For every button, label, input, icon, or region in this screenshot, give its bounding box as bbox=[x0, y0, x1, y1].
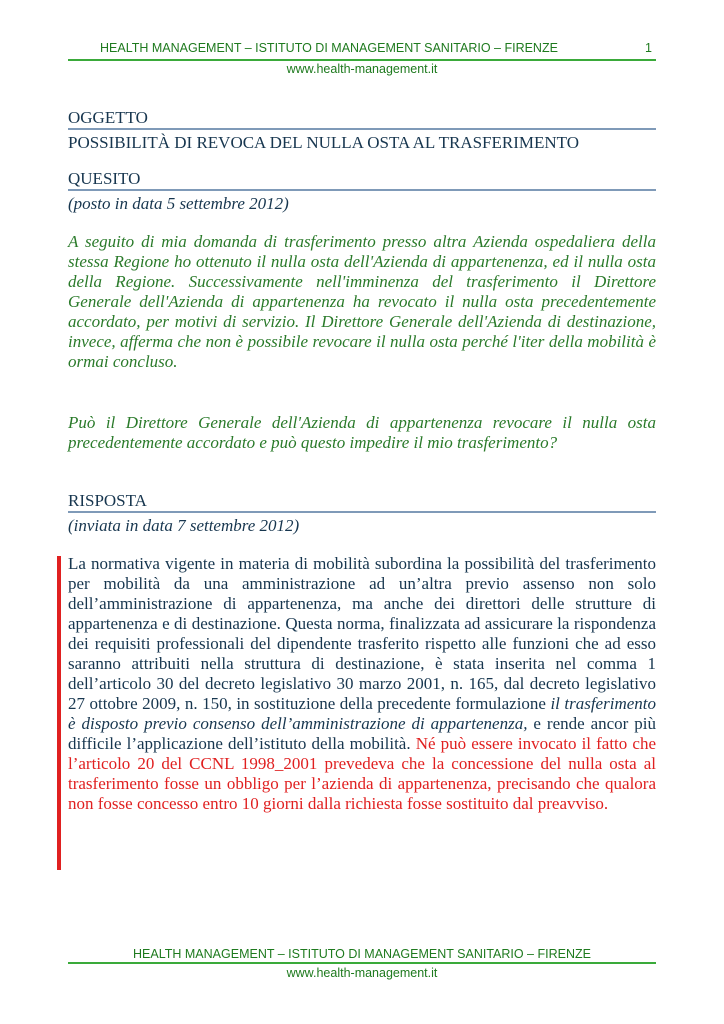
answer-text-part1: La normativa vigente in materia di mobilità subordina la possibilità del trasferimento per mobilità da una amministrazione ad un’altra previo assenso non solo dell’amministrazione di appartenenza, ma anche dei direttori delle strutture di appartenenza e di destinazione. Questa norma, finalizzata ad assicurare la rispondenza dei requisiti professionali del dipendente trasferito rispetto alle funzioni che ad esso saranno attribuiti nella struttura di destinazione, è stata inserita nel comma 1 dell’articolo 30 del decreto legislativo 30 marzo 2001, n. 165, dal decreto legislativo 27 ottobre 2009, n. 150, in sostituzione della precedente formulazione bbox=[68, 554, 656, 713]
question-body bbox=[68, 232, 656, 372]
risposta-rule bbox=[68, 511, 656, 513]
footer-url-link[interactable]: www.health-management.it bbox=[286, 966, 438, 980]
quesito-label: QUESITO bbox=[68, 169, 141, 188]
answer-italic-quote: il trasferimento è disposto previo consenso dell’amministrazione di appartenenza, bbox=[68, 694, 656, 733]
answer-highlight-bar bbox=[57, 556, 61, 870]
answer-text-part2: e rende ancor più difficile l’applicazione dell’istituto della mobilità. bbox=[68, 714, 657, 753]
header-title: HEALTH MANAGEMENT – ISTITUTO DI MANAGEMENT SANITARIO – FIRENZE bbox=[100, 41, 558, 55]
quesito-section bbox=[68, 168, 656, 214]
oggetto-label: OGGETTO bbox=[68, 108, 148, 127]
oggetto-section bbox=[68, 107, 656, 153]
question-paragraph-1: A seguito di mia domanda di trasferimento presso altra Azienda ospedaliera della stessa Regione ho ottenuto il nulla osta dell'Azienda di appartenenza, ed il nulla osta della Regione. Successivamente nell'imminenza del trasferimento il Direttore Generale dell'Azienda di appartenenza ha revocato il nulla osta precedentemente accordato, per motivi di servizio. Il Direttore Generale dell'Azienda di destinazione, invece, afferma che non è possibile revocare il nulla osta perché l'iter della mobilità è ormai concluso. bbox=[68, 232, 656, 371]
header-rule bbox=[68, 59, 656, 61]
risposta-date: (inviata in data 7 settembre 2012) bbox=[68, 516, 300, 535]
question-paragraph-2: Può il Direttore Generale dell'Azienda di appartenenza revocare il nulla osta precedentemente accordato e può questo impedire il mio trasferimento? bbox=[68, 413, 656, 452]
answer-paragraph bbox=[68, 554, 656, 814]
risposta-section bbox=[68, 490, 656, 536]
oggetto-text: POSSIBILITÀ DI REVOCA DEL NULLA OSTA AL TRASFERIMENTO bbox=[68, 133, 580, 152]
page-number: 1 bbox=[645, 41, 652, 55]
answer-red-text: Né può essere invocato il fatto che l’articolo 20 del CCNL 1998_2001 prevedeva che la concessione del nulla osta al trasferimento fosse un obbligo per l’azienda di appartenenza, precisando che qualora non fosse concesso entro 10 giorni dalla richiesta fosse sostituito dal preavviso. bbox=[68, 734, 656, 813]
oggetto-rule bbox=[68, 128, 656, 130]
footer-rule bbox=[68, 962, 656, 964]
quesito-rule bbox=[68, 189, 656, 191]
question-body-2 bbox=[68, 413, 656, 453]
risposta-label: RISPOSTA bbox=[68, 491, 147, 510]
quesito-date: (posto in data 5 settembre 2012) bbox=[68, 194, 289, 213]
footer-title: HEALTH MANAGEMENT – ISTITUTO DI MANAGEMENT SANITARIO – FIRENZE bbox=[133, 947, 591, 961]
header-url-link[interactable]: www.health-management.it bbox=[286, 62, 438, 76]
